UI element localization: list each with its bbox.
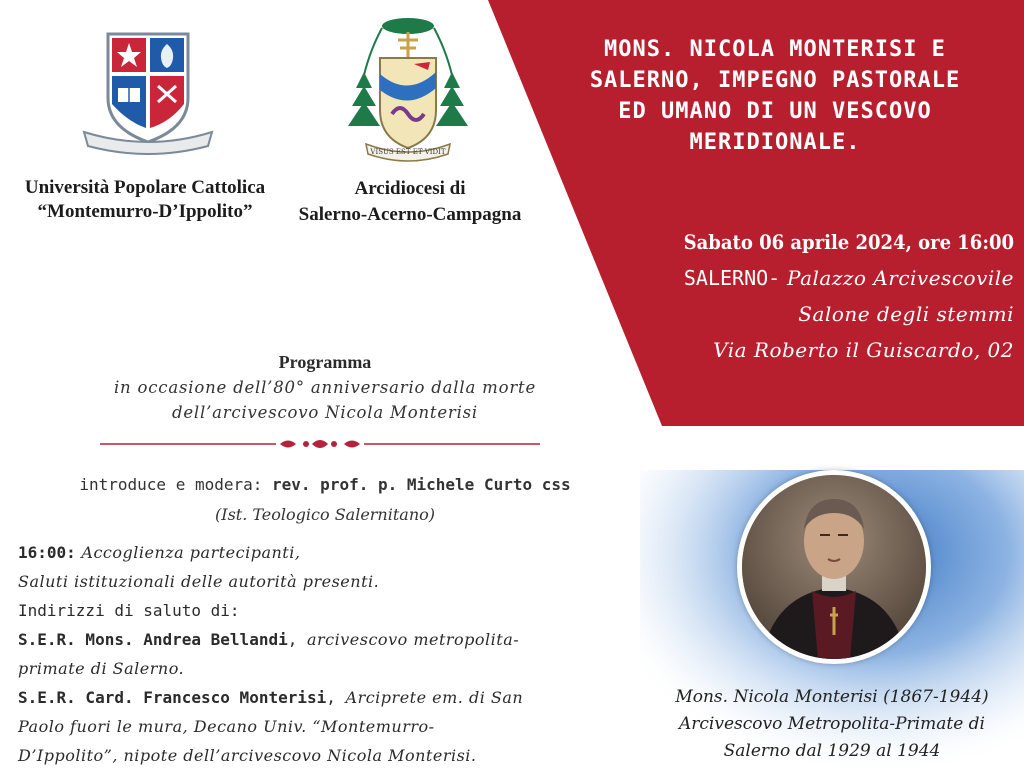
title-line: MONS. NICOLA MONTERISI E (604, 37, 946, 62)
program-schedule: 16:00: Accoglienza partecipanti, Saluti istituzionali delle autorità presenti. Indirizzi di saluto di: S.E.R. Mons. Andrea Bellandi, arcivescovo metropolita- primate di Salerno. S.E.R. Card. Francesco Monterisi, Arciprete em. di San Paolo fuori le mura, Decano Univ. “Montemurro- D’Ippolito”, nipote dell’arcivescovo Nicola Monterisi. (18, 538, 626, 768)
programma-occasion-line1: in occasione dell’80° anniversario dalla morte (113, 378, 537, 397)
moderator-prefix: introduce e modera: (79, 475, 273, 494)
speaker-role: Paolo fuori le mura, Decano Univ. “Montemurro- (18, 717, 435, 736)
schedule-item-welcome: Accoglienza partecipanti, (75, 543, 301, 562)
speaker-role: primate di Salerno. (18, 659, 185, 678)
archdiocese-name-line1: Arcidiocesi di (354, 178, 466, 199)
university-name-line2: “Montemurro-D’Ippolito” (37, 201, 253, 222)
archdiocese-name-line2: Salerno-Acerno-Campagna (298, 204, 522, 225)
moderator-name: rev. prof. p. Michele Curto css (272, 475, 571, 494)
archdiocese-crest-logo (348, 14, 468, 164)
schedule-greetings-label: Indirizzi di saluto di: (18, 601, 240, 620)
event-address: Via Roberto il Guiscardo, 02 (713, 338, 1014, 362)
programma-occasion-line2: dell’arcivescovo Nicola Monterisi (171, 403, 478, 422)
caption-line1: Mons. Nicola Monterisi (1867-1944) (675, 687, 989, 707)
title-line: MERIDIONALE. (689, 130, 861, 155)
title-line: ED UMANO DI UN VESCOVO (618, 99, 932, 124)
event-title (540, 34, 1010, 158)
title-line: SALERNO, IMPEGNO PASTORALE (589, 68, 961, 93)
programma-header (10, 350, 640, 425)
ornamental-divider (100, 436, 540, 452)
portrait-photo (737, 470, 931, 664)
moderator-info (10, 470, 640, 530)
speaker-role: arcivescovo metropolita- (306, 630, 520, 649)
university-crest-logo (78, 28, 218, 158)
speaker-role: D’Ippolito”, nipote dell’arcivescovo Nicola Monterisi. (18, 746, 477, 765)
speaker-name: S.E.R. Mons. Andrea Bellandi (18, 630, 288, 649)
portrait-caption (640, 684, 1024, 765)
portrait-illustration (742, 475, 926, 659)
caption-line2: Arcivescovo Metropolita-Primate di (679, 714, 985, 734)
schedule-time: 16:00: (18, 543, 76, 562)
event-details (554, 224, 1014, 368)
event-room: Salone degli stemmi (798, 302, 1014, 326)
programma-heading: Programma (278, 352, 372, 372)
event-city: SALERNO- (683, 266, 781, 290)
archdiocese-name (280, 176, 540, 228)
crest-motto: VISUS EST ET VIDIT (370, 148, 446, 156)
university-name (0, 176, 290, 224)
event-location (554, 260, 1014, 296)
event-date: Sabato 06 aprile 2024, ore 16:00 (683, 230, 1014, 254)
speaker-name: S.E.R. Card. Francesco Monterisi (18, 688, 327, 707)
moderator-institution: (Ist. Teologico Salernitano) (215, 505, 435, 524)
caption-line3: Salerno dal 1929 al 1944 (723, 741, 941, 761)
event-venue: Palazzo Arcivescovile (780, 266, 1014, 290)
schedule-item-greetings-authorities: Saluti istituzionali delle autorità presenti. (18, 572, 380, 591)
university-name-line1: Università Popolare Cattolica (24, 177, 266, 198)
speaker-role: Arciprete em. di San (345, 688, 524, 707)
